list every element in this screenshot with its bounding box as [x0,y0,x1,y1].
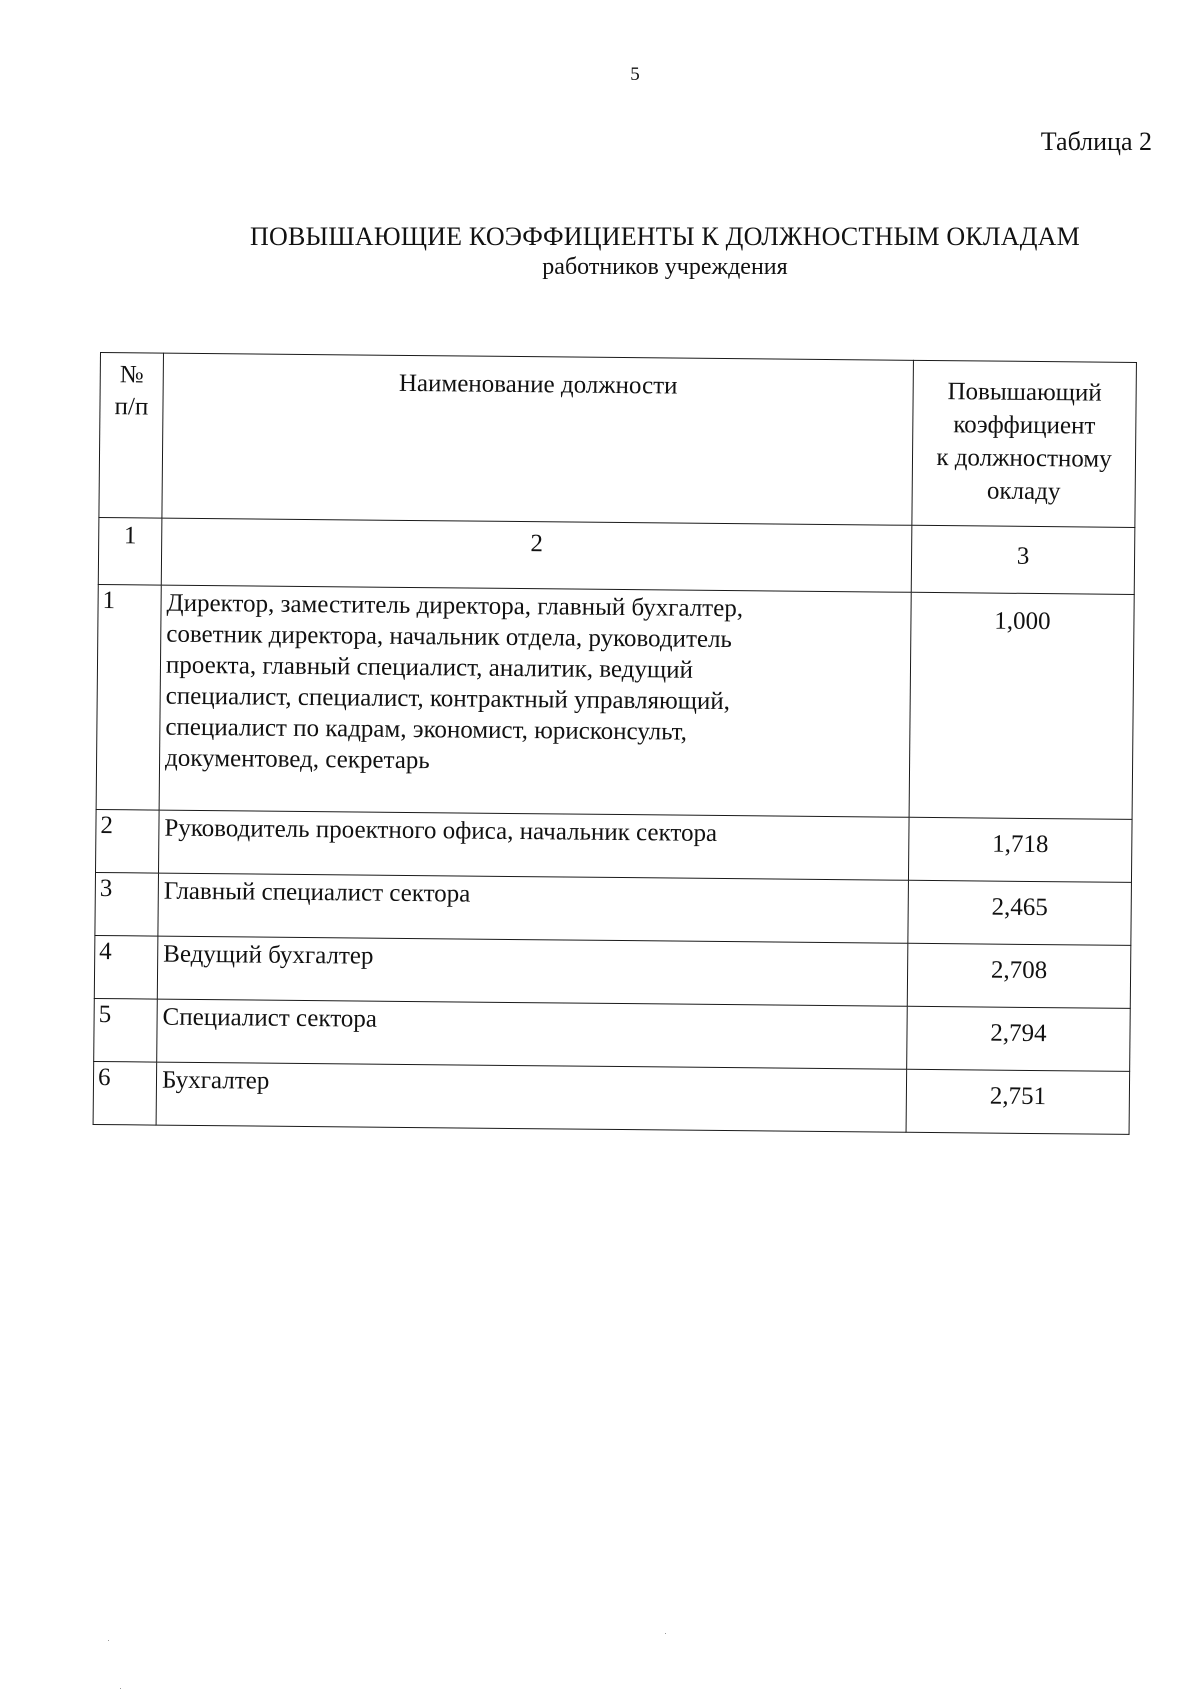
coefficients-table [93,352,1137,1135]
header-number-line2: п/п [114,393,149,421]
table-row [94,935,1131,1008]
position-line: проекта, главный специалист, аналитик, ведущий [165,651,694,684]
index-cell: 2 [161,518,912,592]
position-line: Директор, заместитель директора, главный бухгалтер, [166,589,744,623]
header-coefficient [912,360,1137,527]
row-coefficient: 2,751 [906,1069,1130,1134]
row-number: 2 [96,809,160,873]
row-number: 6 [93,1061,157,1125]
scan-speck [108,1640,109,1641]
row-position: Руководитель проектного офиса, начальник сектора [159,810,910,880]
row-position: Ведущий бухгалтер [157,936,908,1006]
coefficients-table-wrap [93,352,1136,1135]
header-coefficient-line2: коэффициент [953,411,1096,440]
page-number: 5 [630,64,640,85]
table-row [96,584,1134,819]
row-coefficient: 2,708 [907,943,1131,1008]
header-coefficient-line1: Повышающий [947,378,1102,407]
row-number: 4 [94,935,158,999]
header-number-line1: № [119,361,144,389]
scan-speck [120,1688,121,1689]
row-coefficient: 2,465 [908,880,1132,945]
document-subtitle: работников учреждения [542,254,788,280]
title-block [215,222,1115,282]
row-position: Главный специалист сектора [158,873,909,943]
row-coefficient: 1,000 [909,592,1134,819]
row-position: Бухгалтер [156,1062,907,1132]
row-coefficient: 2,794 [907,1006,1131,1071]
table-row [95,872,1132,945]
row-number: 3 [95,872,159,936]
row-position [159,585,911,817]
table-label: Таблица 2 [1040,127,1152,156]
header-coefficient-line3: к должностному [936,444,1112,473]
table-row [94,998,1131,1071]
position-line: документовед, секретарь [164,744,430,775]
row-coefficient: 1,718 [908,817,1132,882]
table-index-row [98,517,1135,594]
scan-speck [665,1633,666,1634]
table-row [93,1061,1130,1134]
row-position: Специалист сектора [157,999,908,1069]
header-position: Наименование должности [162,353,914,525]
index-cell: 1 [98,517,162,585]
position-line: специалист по кадрам, экономист, юрисконсульт, [165,713,688,746]
document-title: ПОВЫШАЮЩИЕ КОЭФФИЦИЕНТЫ К ДОЛЖНОСТНЫМ ОКЛАДАМ [250,222,1080,251]
header-coefficient-line4: окладу [986,477,1061,506]
position-line: советник директора, начальник отдела, руководитель [166,620,733,654]
index-cell: 3 [911,525,1135,594]
position-line: специалист, специалист, контрактный управляющий, [165,682,731,716]
header-number [99,353,164,519]
table-header-row [99,353,1137,528]
row-number: 1 [96,584,161,810]
row-number: 5 [94,998,158,1062]
table-row [96,809,1133,882]
